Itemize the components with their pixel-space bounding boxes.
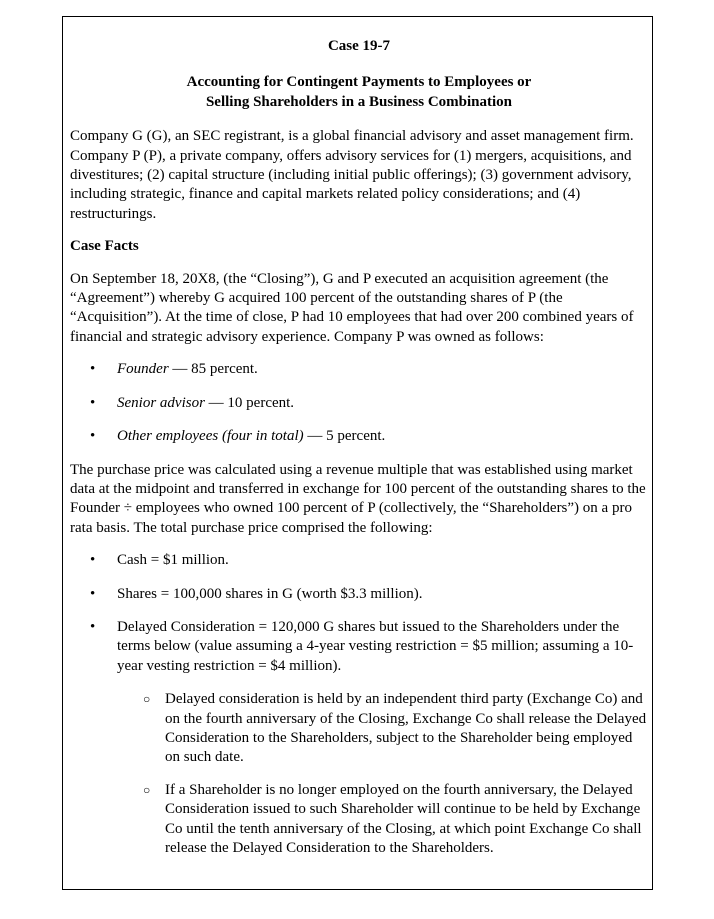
bullet-icon: • — [90, 428, 96, 445]
delayed-term-item — [117, 781, 648, 859]
price-item-delayed-consideration — [70, 618, 648, 858]
bullet-icon: • — [90, 361, 96, 378]
document-content — [70, 37, 648, 872]
owner-name: Founder — [117, 361, 169, 378]
delayed-terms-list — [117, 690, 648, 858]
owner-share: — 5 percent. — [303, 428, 386, 445]
ownership-item — [70, 394, 648, 413]
price-item-text: Cash = $1 million. — [117, 552, 229, 569]
delayed-term-text: Delayed consideration is held by an independent third party (Exchange Co) and on the fourth anniversary of the Closing, Exchange Co shall release the Delayed Consideration to the Shareholders, subject to the Shareholder being employed on such date. — [165, 691, 647, 766]
hollow-bullet-icon: ○ — [143, 782, 151, 797]
price-item-text: Shares = 100,000 shares in G (worth $3.3 million). — [117, 585, 423, 602]
price-components-list — [70, 551, 648, 858]
case-title-line-2: Selling Shareholders in a Business Combination — [205, 93, 513, 110]
price-paragraph: The purchase price was calculated using a revenue multiple that was established using market data at the midpoint and transferred in exchange for 100 percent of the outstanding shares to the Founder ÷ employees who owned 100 percent of P (collectively, the “Shareholders”) on a pro rata basis. The total purchase price comprised the following: — [70, 461, 646, 536]
price-item-cash — [70, 551, 648, 570]
bullet-icon: • — [90, 618, 96, 635]
price-item-text: Delayed Consideration = 120,000 G shares but issued to the Shareholders under the terms below (value assuming a 4-year vesting restriction = $5 million; assuming a 10-year vesting restriction = $4 million). — [117, 618, 634, 674]
case-number: Case 19-7 — [327, 38, 391, 54]
bullet-icon: • — [90, 552, 96, 569]
owner-name: Other employees (four in total) — [117, 428, 304, 445]
delayed-term-text: If a Shareholder is no longer employed on the fourth anniversary, the Delayed Consideration issued to such Shareholder will continue to be held by Exchange Co until the tenth anniversary of the Closing, at which point Exchange Co shall release the Delayed Consideration to the Shareholders. — [165, 781, 642, 856]
case-title-line-1: Accounting for Contingent Payments to Employees or — [186, 74, 532, 91]
ownership-item — [70, 360, 648, 379]
document-page — [62, 16, 653, 890]
owner-share: — 10 percent. — [204, 394, 295, 411]
ownership-item — [70, 427, 648, 446]
section-heading-case-facts: Case Facts — [70, 238, 139, 255]
owner-share: — 85 percent. — [168, 361, 258, 378]
bullet-icon: • — [90, 394, 96, 411]
owner-name: Senior advisor — [117, 394, 205, 411]
intro-paragraph: Company G (G), an SEC registrant, is a global financial advisory and asset management firm. Company P (P), a private company, offers advisory services for (1) mergers, acquisitions, and divestitures; (2) capital structure (including initial public offerings); (3) government advisory, including strategic, finance and capital markets related policy considerations; and (4) restructurings. — [70, 128, 634, 222]
hollow-bullet-icon: ○ — [143, 692, 151, 707]
case-title — [70, 73, 648, 112]
delayed-term-item — [117, 690, 648, 768]
bullet-icon: • — [90, 585, 96, 602]
ownership-list — [70, 360, 648, 446]
facts-paragraph: On September 18, 20X8, (the “Closing”), G and P executed an acquisition agreement (the “Agreement”) whereby G acquired 100 percent of the outstanding shares of P (the “Acquisition”). At the time of close, P had 10 employees that had over 200 combined years of financial and strategic advisory experience. Company P was owned as follows: — [70, 270, 634, 345]
price-item-shares — [70, 585, 648, 604]
